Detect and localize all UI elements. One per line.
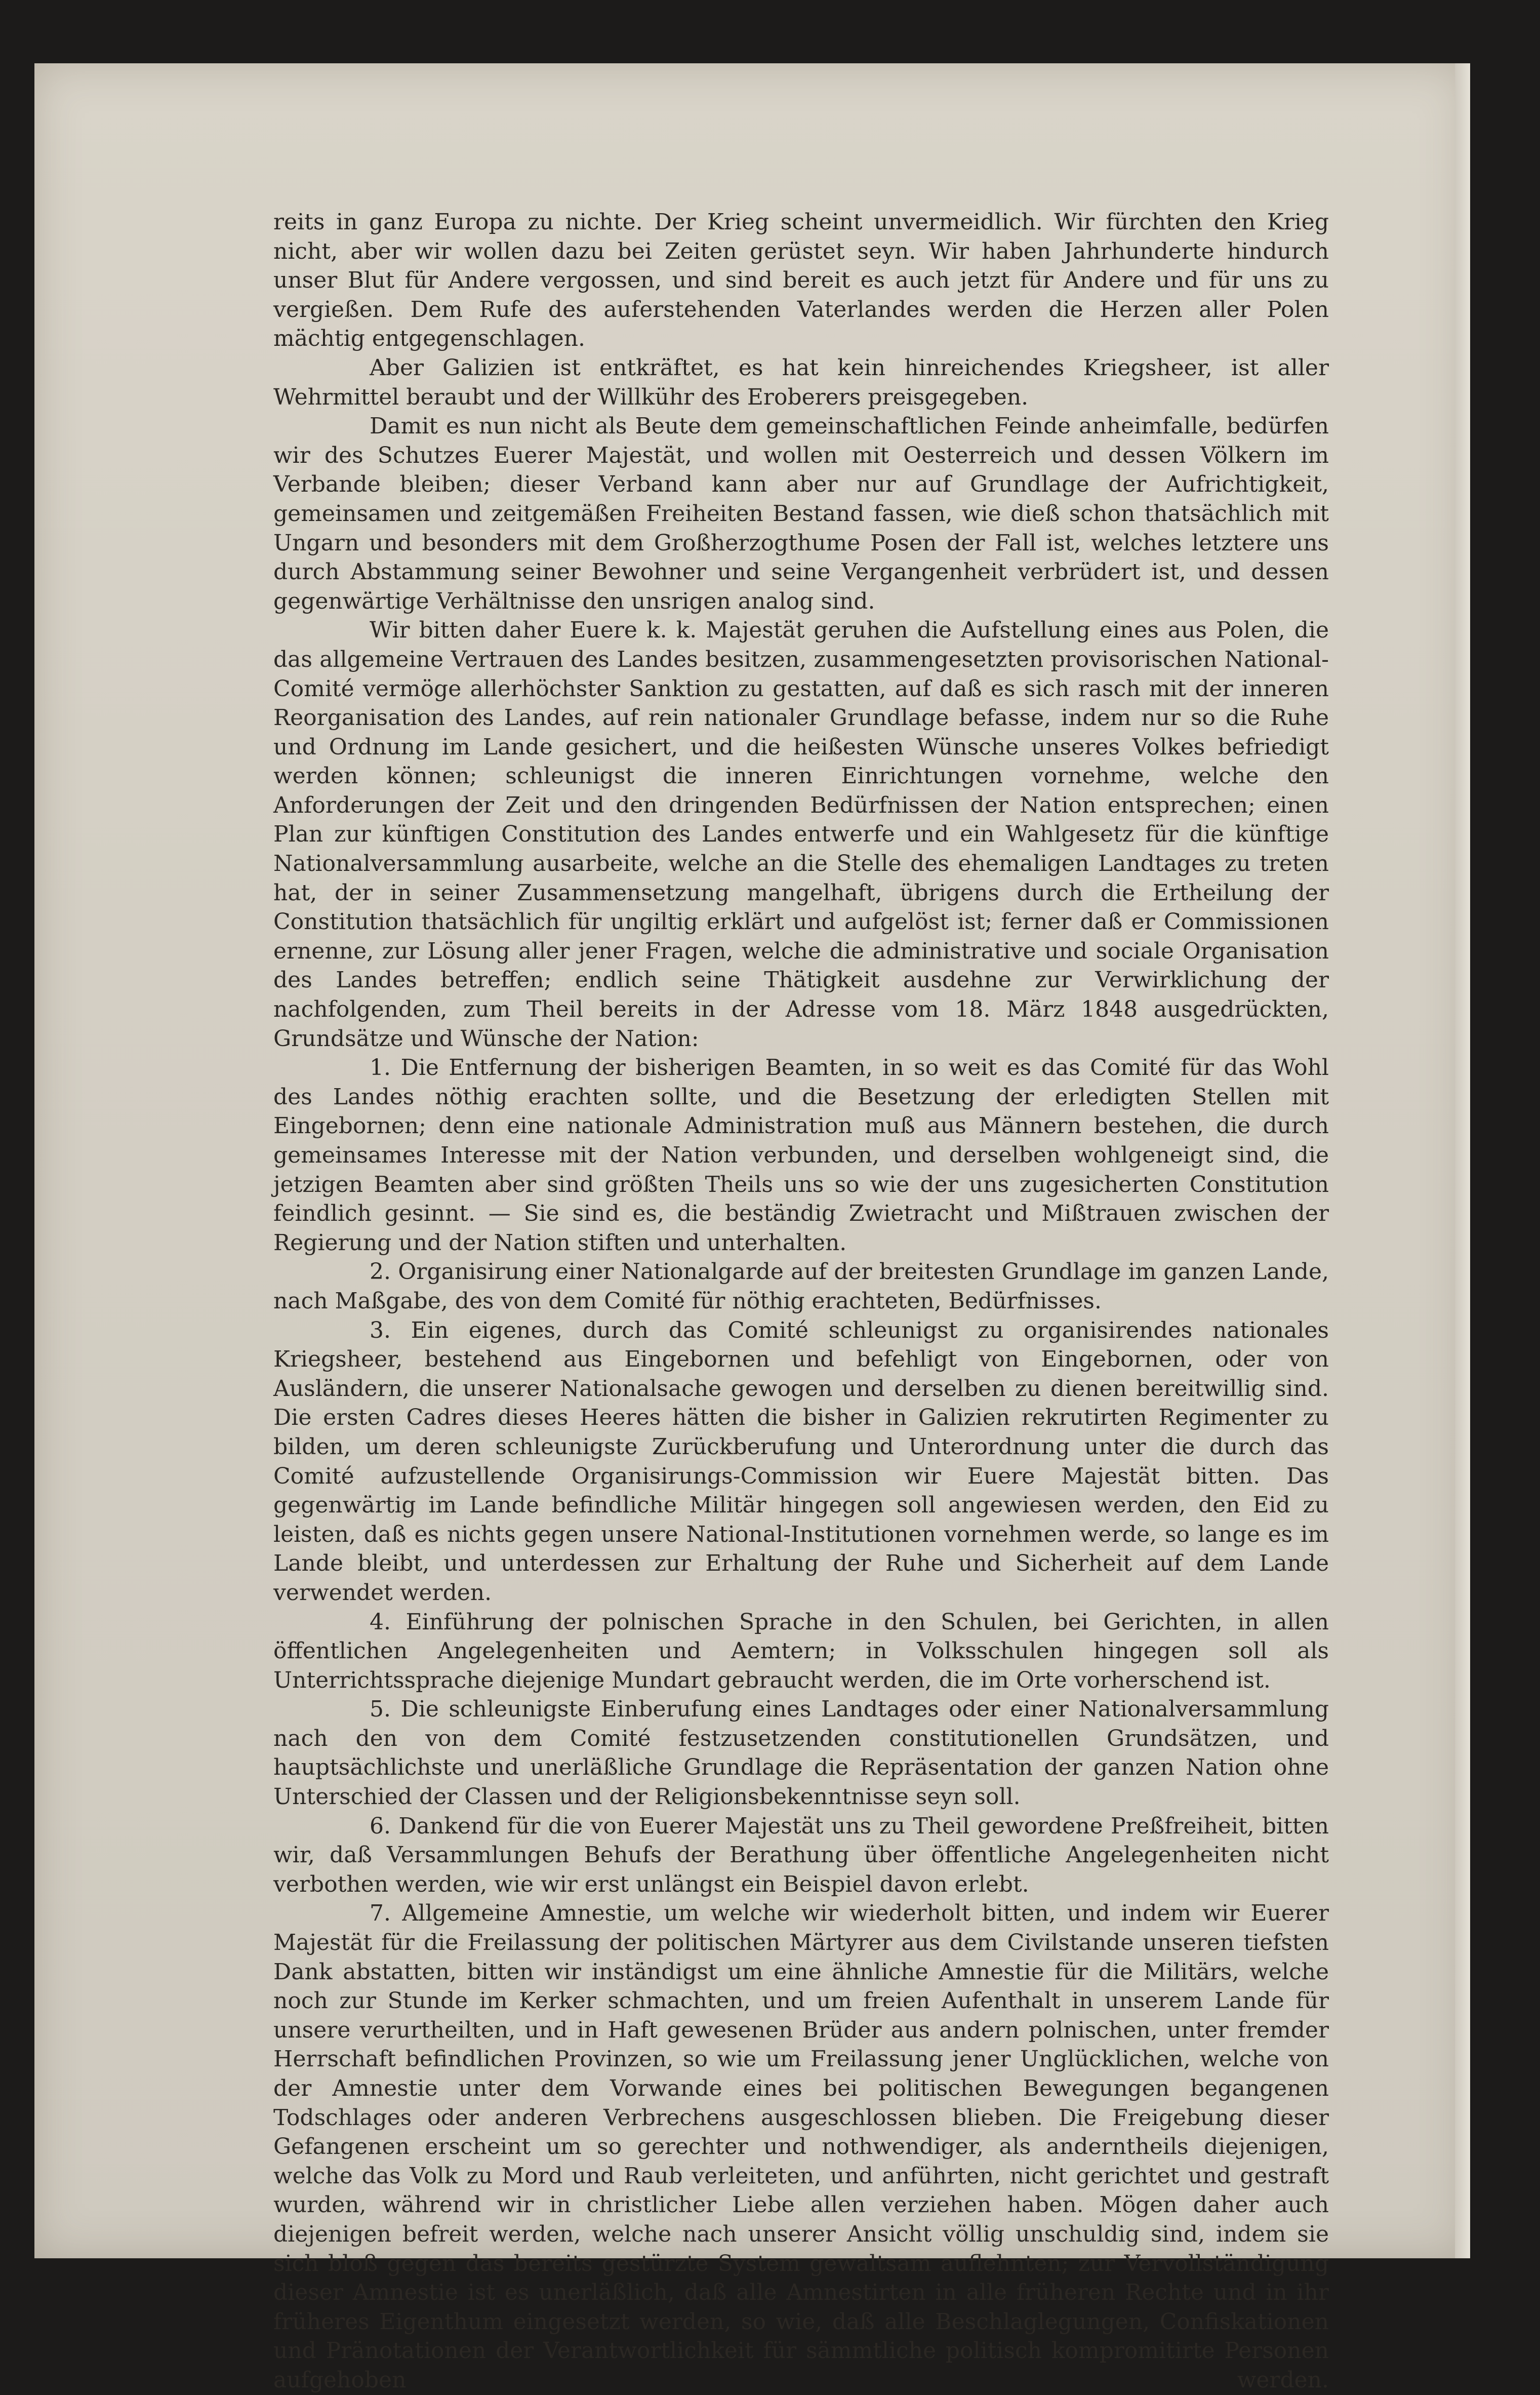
paragraph-schutz: Damit es nun nicht als Beute dem gemeinschaftlichen Feinde anheimfalle, bedürfen wir des Schutzes Euerer Majestät, und wollen mit Oesterreich und dessen Völkern im Verbande bleiben; dieser Verband kann aber nur auf Grundlage der Aufrichtigkeit, gemeinsamen und zeitgemäßen Freiheiten Bestand fassen, wie dieß schon thatsächlich mit Ungarn und besonders mit dem Großherzogthume Posen der Fall ist, welches letztere uns durch Abstammung seiner Bewohner und seine Vergangenheit verbrüdert ist, und dessen gegenwärtige Verhältnisse den unsrigen analog sind. — [273, 413, 1329, 614]
demand-5: 5. Die schleunigste Einberufung eines Landtages oder einer Nationalversammlung nach den von dem Comité festzusetzenden constitutionellen Grundsätzen, und hauptsächlichste und unerläßliche Grundlage die Repräsentation der ganzen Nation ohne Unterschied der Classen und der Religionsbekenntnisse seyn soll. — [273, 1696, 1329, 1810]
demand-3: 3. Ein eigenes, durch das Comité schleunigst zu organisirendes nationales Kriegsheer, bestehend aus Eingebornen und befehligt von Eingebornen, oder von Ausländern, die unserer Nationalsache gewogen und derselben zu dienen bereitwillig sind. Die ersten Cadres dieses Heeres hätten die bisher in Galizien rekrutirten Regimenter zu bilden, um deren schleunigste Zurückberufung und Unterordnung unter die durch das Comité aufzustellende Organisirungs-Commission wir Euere Majestät bitten. Das gegenwärtig im Lande befindliche Militär hingegen soll angewiesen werden, den Eid zu leisten, daß es nichts gegen unsere National-Institutionen vornehmen werde, so lange es im Lande bleibt, und unterdessen zur Erhaltung der Ruhe und Sicherheit auf dem Lande verwendet werden. — [273, 1317, 1329, 1606]
demand-2: 2. Organisirung einer Nationalgarde auf der breitesten Grundlage im ganzen Lande, nach Maßgabe, des von dem Comité für nöthig erachteten, Bedürfnisses. — [273, 1259, 1329, 1314]
demand-6: 6. Dankend für die von Euerer Majestät uns zu Theil gewordene Preßfreiheit, bitten wir, daß Versammlungen Behufs der Berathung über öffentliche Angelegenheiten nicht verbothen werden, wie wir erst unlängst ein Beispiel davon erlebt. — [273, 1813, 1329, 1897]
document-body — [273, 208, 1329, 2395]
document-sheet — [34, 63, 1467, 2393]
paragraph-petition: Wir bitten daher Euere k. k. Majestät geruhen die Aufstellung eines aus Polen, die das allgemeine Vertrauen des Landes besitzen, zusammengesetzten provisorischen National-Comité vermöge allerhöchster Sanktion zu gestatten, auf daß es sich rasch mit der inneren Reorganisation des Landes, auf rein nationaler Grundlage befasse, indem nur so die Ruhe und Ordnung im Lande gesichert, und die heißesten Wünsche unseres Volkes befriedigt werden können; schleunigst die inneren Einrichtungen vornehme, welche den Anforderungen der Zeit und den dringenden Bedürfnissen der Nation entsprechen; einen Plan zur künftigen Constitution des Landes entwerfe und ein Wahlgesetz für die künftige Nationalversammlung ausarbeite, welche an die Stelle des ehemaligen Landtages zu treten hat, der in seiner Zusammensetzung mangelhaft, übrigens durch die Ertheilung der Constitution thatsächlich für ungiltig erklärt und aufgelöst ist; ferner daß er Commissionen ernenne, zur Lösung aller jener Fragen, welche die administrative und sociale Organisation des Landes betreffen; endlich seine Thätigkeit ausdehne zur Verwirklichung der nachfolgenden, zum Theil bereits in der Adresse vom 18. März 1848 ausgedrückten, Grundsätze und Wünsche der Nation: — [273, 617, 1329, 1052]
sheet-edge — [1455, 63, 1470, 2258]
demand-1: 1. Die Entfernung der bisherigen Beamten, in so weit es das Comité für das Wohl des Landes nöthig erachten sollte, und die Besetzung der erledigten Stellen mit Eingebornen; denn eine nationale Administration muß aus Männern bestehen, die durch gemeinsames Interesse mit der Nation verbunden, und derselben wohlgeneigt sind, die jetzigen Beamten aber sind größten Theils uns so wie der uns zugesicherten Constitution feindlich gesinnt. — Sie sind es, die beständig Zwietracht und Mißtrauen zwischen der Regierung und der Nation stiften und unterhalten. — [273, 1055, 1329, 1256]
demand-7: 7. Allgemeine Amnestie, um welche wir wiederholt bitten, und indem wir Euerer Majestät für die Freilassung der politischen Märtyrer aus dem Civilstande unseren tiefsten Dank abstatten, bitten wir inständigst um eine ähnliche Amnestie für die Militärs, welche noch zur Stunde im Kerker schmachten, und um freien Aufenthalt in unserem Lande für unsere verurtheilten, und in Haft gewesenen Brüder aus andern polnischen, unter fremder Herrschaft befindlichen Provinzen, so wie um Freilassung jener Unglücklichen, welche von der Amnestie unter dem Vorwande eines bei politischen Bewegungen begangenen Todschlages oder anderen Verbrechens ausgeschlossen blieben. Die Freigebung dieser Gefangenen erscheint um so gerechter und nothwendiger, als anderntheils diejenigen, welche das Volk zu Mord und Raub verleiteten, und anführten, nicht gerichtet und gestraft wurden, während wir in christlicher Liebe allen verziehen haben. Mögen daher auch diejenigen befreit werden, welche nach unserer Ansicht völlig unschuldig sind, indem sie sich bloß gegen das bereits gestürzte System gewaltsam auflehnten; zur Vervollständigung dieser Amnestie ist es unerläßlich, daß alle Amnestirten in alle früheren Rechte und in ihr früheres Eigenthum eingesetzt werden, so wie, daß alle Beschlaglegungen, Confiskationen und Pränotationen der Verantwortlichkeit für sämmtliche politisch kompromitirte Personen aufgehoben werden. — [273, 1900, 1329, 2393]
paragraph-continuation: reits in ganz Europa zu nichte. Der Krieg scheint unvermeidlich. Wir fürchten den Krieg nicht, aber wir wollen dazu bei Zeiten gerüstet seyn. Wir haben Jahrhunderte hindurch unser Blut für Andere vergossen, und sind bereit es auch jetzt für Andere und für uns zu vergießen. Dem Rufe des auferstehenden Vaterlandes werden die Herzen aller Polen mächtig entgegenschlagen. — [273, 209, 1329, 352]
demand-4: 4. Einführung der polnischen Sprache in den Schulen, bei Gerichten, in allen öffentlichen Angelegenheiten und Aemtern; in Volksschulen hingegen soll als Unterrichtssprache diejenige Mundart gebraucht werden, die im Orte vorherschend ist. — [273, 1609, 1329, 1693]
paragraph-galizien: Aber Galizien ist entkräftet, es hat kein hinreichendes Kriegsheer, ist aller Wehrmittel beraubt und der Willkühr des Eroberers preisgegeben. — [273, 354, 1329, 410]
